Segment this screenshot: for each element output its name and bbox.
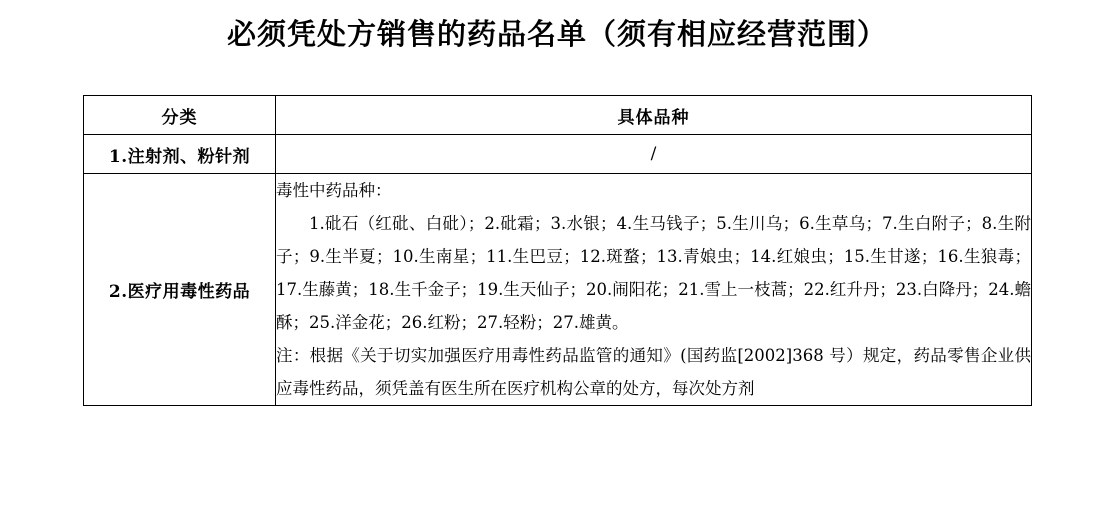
table-row — [84, 135, 1032, 174]
toxic-drugs-intro: 毒性中药品种： — [276, 181, 392, 200]
row-category-injections: 1.注射剂、粉针剂 — [84, 135, 276, 174]
drug-list-table-container — [83, 95, 1031, 406]
drug-list-table — [83, 95, 1032, 406]
table-row — [84, 174, 1032, 406]
row-category-toxic-drugs: 2.医疗用毒性药品 — [84, 174, 276, 406]
row-content-injections: / — [276, 135, 1032, 174]
table-header-row — [84, 96, 1032, 135]
toxic-drugs-note: 注：根据《关于切实加强医疗用毒性药品监管的通知》(国药监[2002]368 号）规定，药品零售企业供应毒性药品，须凭盖有医生所在医疗机构公章的处方，每次处方剂 — [276, 346, 1031, 398]
column-header-category: 分类 — [84, 96, 276, 135]
toxic-drugs-list: 1.砒石（红砒、白砒）；2.砒霜；3.水银；4.生马钱子；5.生川乌；6.生草乌；7.生白附子；8.生附子；9.生半夏；10.生南星；11.生巴豆；12.斑蝥；13.青娘虫；14.红娘虫；15.生甘遂；16.生狼毒；17.生藤黄；18.生千金子；19.生天仙子；20.闹阳花；21.雪上一枝蒿；22.红升丹；23.白降丹；24.蟾酥；25.洋金花；26.红粉；27.轻粉；27.雄黄。 — [276, 214, 1031, 332]
column-header-items: 具体品种 — [276, 96, 1032, 135]
page-title: 必须凭处方销售的药品名单（须有相应经营范围） — [226, 17, 887, 51]
row-content-toxic-drugs — [276, 174, 1032, 406]
